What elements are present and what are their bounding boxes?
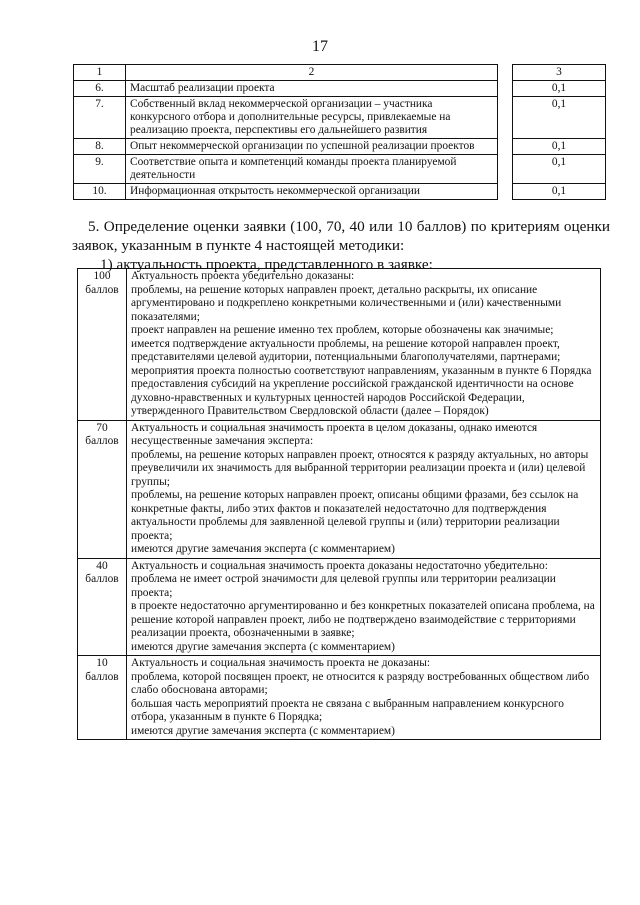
score-cell — [78, 558, 127, 656]
subparagraph-1: 1) актуальность проекта, представленного в заявке: — [100, 256, 433, 273]
score-description — [127, 656, 601, 740]
description-line: проблема не имеет острой значимости для целевой группы или территории реализации проекта; — [131, 573, 556, 599]
description-line: проблемы, на решение которых направлен проект, детально раскрыты, их описание аргументировано и подкреплено конкретными количественными и (или) качественными показателями; — [131, 283, 562, 323]
table-row — [74, 184, 606, 200]
score-unit: баллов — [85, 670, 119, 683]
description-line: имеются другие замечания эксперта (с комментарием) — [131, 640, 395, 653]
table-row — [78, 269, 601, 421]
table-row — [78, 420, 601, 558]
table-row — [78, 656, 601, 740]
scoring-table — [77, 268, 601, 740]
criterion-name: Информационная открытость некоммерческой организации — [126, 184, 498, 200]
table-row — [74, 155, 606, 184]
score-value: 70 — [96, 421, 108, 434]
table-row — [74, 81, 606, 97]
score-unit: баллов — [85, 573, 119, 585]
column-gap — [498, 65, 513, 81]
page-number: 17 — [312, 38, 328, 55]
description-line: имеются другие замечания эксперта (с комментарием) — [131, 543, 395, 555]
score-cell — [78, 656, 127, 740]
criterion-weight: 0,1 — [513, 155, 606, 184]
description-line: в проекте недостаточно аргументированно и без конкретных показателей описана проблема, на решение которой направлен проект, либо не подтверждено взаимодействие с территориями реализации проекта, обозначенными в заявке; — [131, 600, 595, 639]
score-cell — [78, 269, 127, 421]
criterion-name: Соответствие опыта и компетенций команды проекта планируемой деятельности — [126, 155, 498, 184]
score-unit: баллов — [85, 283, 119, 296]
table-header-row — [74, 65, 606, 81]
table-row — [74, 97, 606, 139]
description-line: Актуальность проекта убедительно доказаны: — [131, 270, 355, 282]
description-line: мероприятия проекта полностью соответствуют направлениям, указанным в пункте 6 Порядка предоставления субсидий на укрепление российской гражданской идентичности на основе духовно-нравственных и культурных ценностей народов Российской Федерации, утвержденного Правительством Свердловской области (далее – Порядок) — [131, 364, 592, 417]
description-line: Актуальность и социальная значимость проекта в целом доказаны, однако имеются несущественные замечания эксперта: — [131, 421, 538, 447]
criterion-weight: 0,1 — [513, 184, 606, 200]
criterion-weight: 0,1 — [513, 97, 606, 139]
description-line: проблемы, на решение которых направлен проект, относятся к разряду актуальных, но авторы преувеличили их значимость для выбранной территории реализации проекта и (или) целевой группы; — [131, 448, 589, 488]
score-description — [127, 420, 601, 558]
description-line: Актуальность и социальная значимость проекта не доказаны: — [131, 657, 431, 669]
column-gap — [498, 184, 513, 200]
description-line: Актуальность и социальная значимость проекта доказаны недостаточно убедительно: — [131, 559, 548, 572]
criterion-number: 7. — [74, 97, 126, 139]
score-value: 40 — [96, 559, 108, 572]
description-line: имеется подтверждение актуальности проблемы, на решение которой направлен проект, представителями целевой аудитории, потенциальными благополучателями, партнерами; — [131, 337, 561, 363]
column-gap — [498, 97, 513, 139]
score-value: 10 — [96, 657, 108, 669]
score-description — [127, 558, 601, 656]
description-line: проблема, которой посвящен проект, не относится к разряду востребованных обществом либо слабо обоснована авторами; — [131, 670, 590, 696]
description-line: проект направлен на решение именно тех проблем, которые обозначены как значимые; — [131, 324, 554, 336]
score-description — [127, 269, 601, 421]
column-gap — [498, 81, 513, 97]
criterion-number: 9. — [74, 155, 126, 184]
description-line: имеются другие замечания эксперта (с комментарием) — [131, 724, 395, 737]
score-value: 100 — [93, 270, 111, 282]
description-line: проблемы, на решение которых направлен проект, описаны общими фразами, без ссылок на конкретные факты, либо этих фактов и показателей недостаточно для подтверждения актуальности проблемы для заявленной целевой группы и (или) территории реализации проекта; — [131, 489, 579, 542]
column-gap — [498, 139, 513, 155]
table-row — [74, 139, 606, 155]
description-line: большая часть мероприятий проекта не связана с выбранным направлением конкурсного отбора, указанным в пункте 6 Порядка; — [131, 697, 564, 723]
criterion-name: Опыт некоммерческой организации по успешной реализации проектов — [126, 139, 498, 155]
criterion-weight: 0,1 — [513, 81, 606, 97]
criterion-weight: 0,1 — [513, 139, 606, 155]
column-gap — [498, 155, 513, 184]
header-cell: 2 — [126, 65, 498, 81]
paragraph-5: 5. Определение оценки заявки (100, 70, 40 или 10 баллов) по критериям оценки заявок, указанным в пункте 4 настоящей методики: — [72, 218, 610, 254]
criterion-number: 10. — [74, 184, 126, 200]
criterion-name: Масштаб реализации проекта — [126, 81, 498, 97]
criterion-number: 6. — [74, 81, 126, 97]
score-unit: баллов — [85, 435, 119, 447]
table-row — [78, 558, 601, 656]
criterion-name: Собственный вклад некоммерческой организации – участника конкурсного отбора и дополнительные ресурсы, привлекаемые на реализацию проекта, перспективы его дальнейшего развития — [126, 97, 498, 139]
score-cell — [78, 420, 127, 558]
header-cell: 3 — [513, 65, 606, 81]
criteria-table — [73, 64, 606, 200]
criterion-number: 8. — [74, 139, 126, 155]
header-cell: 1 — [74, 65, 126, 81]
